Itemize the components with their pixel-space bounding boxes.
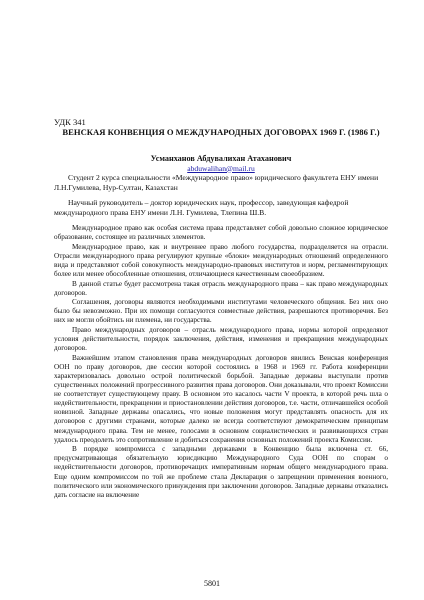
author-affiliation: Студент 2 курса специальности «Международное право» юридического факультета ЕНУ имени Л.Н.Гумилева, Нур-Султан, Казахстан (54, 173, 379, 192)
body-paragraph: В порядке компромисса с западными державами в Конвенцию была включена ст. 66, предусматривающая обязательную юрисдикцию Международного Суда ООН по спорам о недействительности договоров, противоречащих императивным нормам общего международного права. Еще одним компромиссом по той же проблеме стала Декларация о запрещении применения военного, политического или экономического принуждения при заключении договоров. Западные державы отказались дать согласие на включение (54, 445, 388, 499)
author-name: Усманханов Абдувалихан Атаханович (150, 154, 292, 163)
page-number: 5801 (204, 579, 220, 588)
article-body (54, 224, 388, 500)
body-paragraph: Соглашения, договоры являются необходимыми институтами человеческого общения. Без них оно было бы невозможно. При их помощи согласуются совместные действия, разрешаются противоречия. Без них не могли обойтись ни племена, ни государства. (54, 298, 388, 325)
udk-code: УДК 341 (54, 117, 86, 127)
body-paragraph: Международное право, как и внутреннее право любого государства, подразделяется на отрасли. Отрасли международного права регулируют крупные «блоки» международных отношений определенного вида и представляют собой совокупность международно-правовых институтов и норм, регламентирующих более или менее обособленные отношения, отличающиеся качественным своеобразием. (54, 242, 388, 278)
scientific-advisor: Научный руководитель – доктор юридических наук, профессор, заведующая кафедрой международного права ЕНУ имени Л.Н. Гумилева, Тлепина Ш.В. (54, 198, 349, 217)
author-email-link[interactable]: abduwalihan@mail.ru (187, 163, 255, 173)
body-paragraph: Международное право как особая система права представляет собой довольно сложное юридическое образование, состоящее из различных элементов. (54, 224, 388, 242)
body-paragraph: В данной статье будет рассмотрена такая отрасль международного права – как право международных договоров. (54, 279, 388, 297)
body-paragraph: Право международных договоров – отрасль международного права, нормы которой определяют условия действительности, порядок заключения, действия, изменения и прекращения международных договоров. (54, 326, 388, 353)
body-paragraph: Важнейшим этапом становления права международных договоров явились Венская конференция ООН по праву договоров, две сессии которой состоялись в 1968 и 1969 гг. Работа конференции характеризовалась довольно острой политической борьбой. Западные державы выступали против существенных положений прогрессивного развития права договоров. Они доказывали, что проект Комиссии не соответствует существующему праву. В основном это касалось части V проекта, в которой речь шла о недействительности, прекращении и приостановлении действия договоров, т.е. части, отличавшейся особой новизной. Западные державы опасались, что новые положения могут представлять опасность для их договоров с другими странами, которые далеко не всегда соответствуют демократическим принципам международного права. Тем не менее, голосами в основном социалистических и развивающихся стран удалось преодолеть это сопротивление и добиться сохранения основных положений проекта Комиссии. (54, 353, 388, 444)
author-block (54, 154, 388, 218)
article-title: ВЕНСКАЯ КОНВЕНЦИЯ О МЕЖДУНАРОДНЫХ ДОГОВОРАХ 1969 Г. (1986 Г.) (62, 127, 380, 137)
